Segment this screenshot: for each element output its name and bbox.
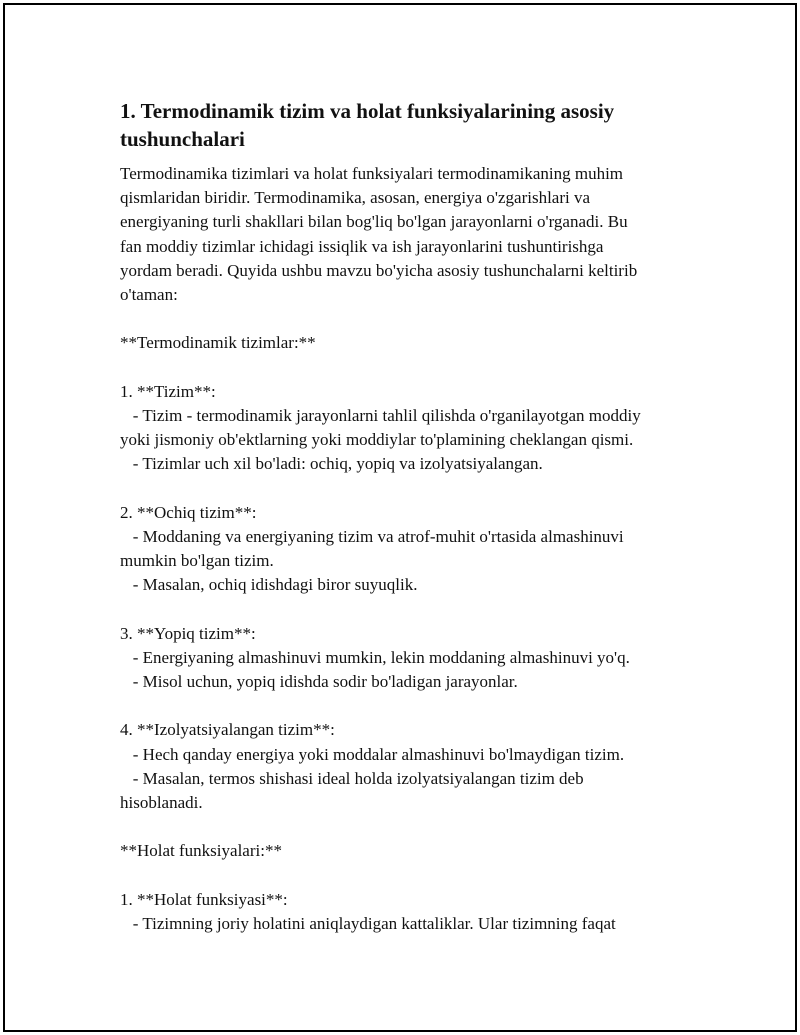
blank-line [120, 307, 700, 331]
body-text [120, 162, 700, 936]
text-line: o'taman: [120, 284, 178, 304]
text-line: - Masalan, ochiq idishdagi biror suyuqlik. [120, 575, 418, 595]
text-line: qismlaridan biridir. Termodinamika, asosan, energiya o'zgarishlari va [120, 188, 591, 208]
text-line: - Hech qanday energiya yoki moddalar almashinuvi bo'lmaydigan tizim. [120, 744, 625, 764]
blank-line [120, 815, 700, 839]
blank-line [120, 476, 700, 500]
text-line: - Moddaning va energiyaning tizim va atrof-muhit o'rtasida almashinuvi [120, 526, 624, 546]
text-line: 1. **Holat funksiyasi**: [120, 889, 288, 909]
text-line: fan moddiy tizimlar ichidagi issiqlik va ish jarayonlarini tushuntirishga [120, 236, 604, 256]
text-line: - Energiyaning almashinuvi mumkin, lekin moddaning almashinuvi yo'q. [120, 647, 630, 667]
blank-line [120, 863, 700, 887]
text-line: **Termodinamik tizimlar:** [120, 333, 316, 353]
text-line: mumkin bo'lgan tizim. [120, 551, 274, 570]
blank-line [120, 356, 700, 380]
text-line: - Misol uchun, yopiq idishda sodir bo'ladigan jarayonlar. [120, 671, 518, 691]
section-title: 1. Termodinamik tizim va holat funksiyalarining asosiy tushunchalari [120, 99, 615, 151]
text-line: hisoblanadi. [120, 792, 203, 812]
text-line: - Masalan, termos shishasi ideal holda izolyatsiyalangan tizim deb [120, 768, 584, 788]
blank-line [120, 597, 700, 621]
text-line: - Tizim - termodinamik jarayonlarni tahlil qilishda o'rganilayotgan moddiy [120, 405, 641, 425]
document-content [120, 97, 700, 936]
text-line: 1. **Tizim**: [120, 381, 216, 401]
text-line: yoki jismoniy ob'ektlarning yoki moddiylar to'plamining cheklangan qismi. [120, 430, 634, 450]
text-line: 4. **Izolyatsiyalangan tizim**: [120, 720, 335, 740]
text-line: 2. **Ochiq tizim**: [120, 502, 257, 522]
text-line: 3. **Yopiq tizim**: [120, 623, 256, 643]
text-line: **Holat funksiyalari:** [120, 841, 282, 861]
text-line: Termodinamika tizimlari va holat funksiyalari termodinamikaning muhim [120, 164, 624, 183]
text-line: energiyaning turli shakllari bilan bog'liq bo'lgan jarayonlarni o'rganadi. Bu [120, 212, 628, 232]
document-page [3, 3, 797, 1032]
text-line: - Tizimlar uch xil bo'ladi: ochiq, yopiq va izolyatsiyalangan. [120, 454, 543, 474]
blank-line [120, 694, 700, 718]
text-line: - Tizimning joriy holatini aniqlaydigan kattaliklar. Ular tizimning faqat [120, 913, 616, 933]
text-line: yordam beradi. Quyida ushbu mavzu bo'yicha asosiy tushunchalarni keltirib [120, 260, 638, 280]
